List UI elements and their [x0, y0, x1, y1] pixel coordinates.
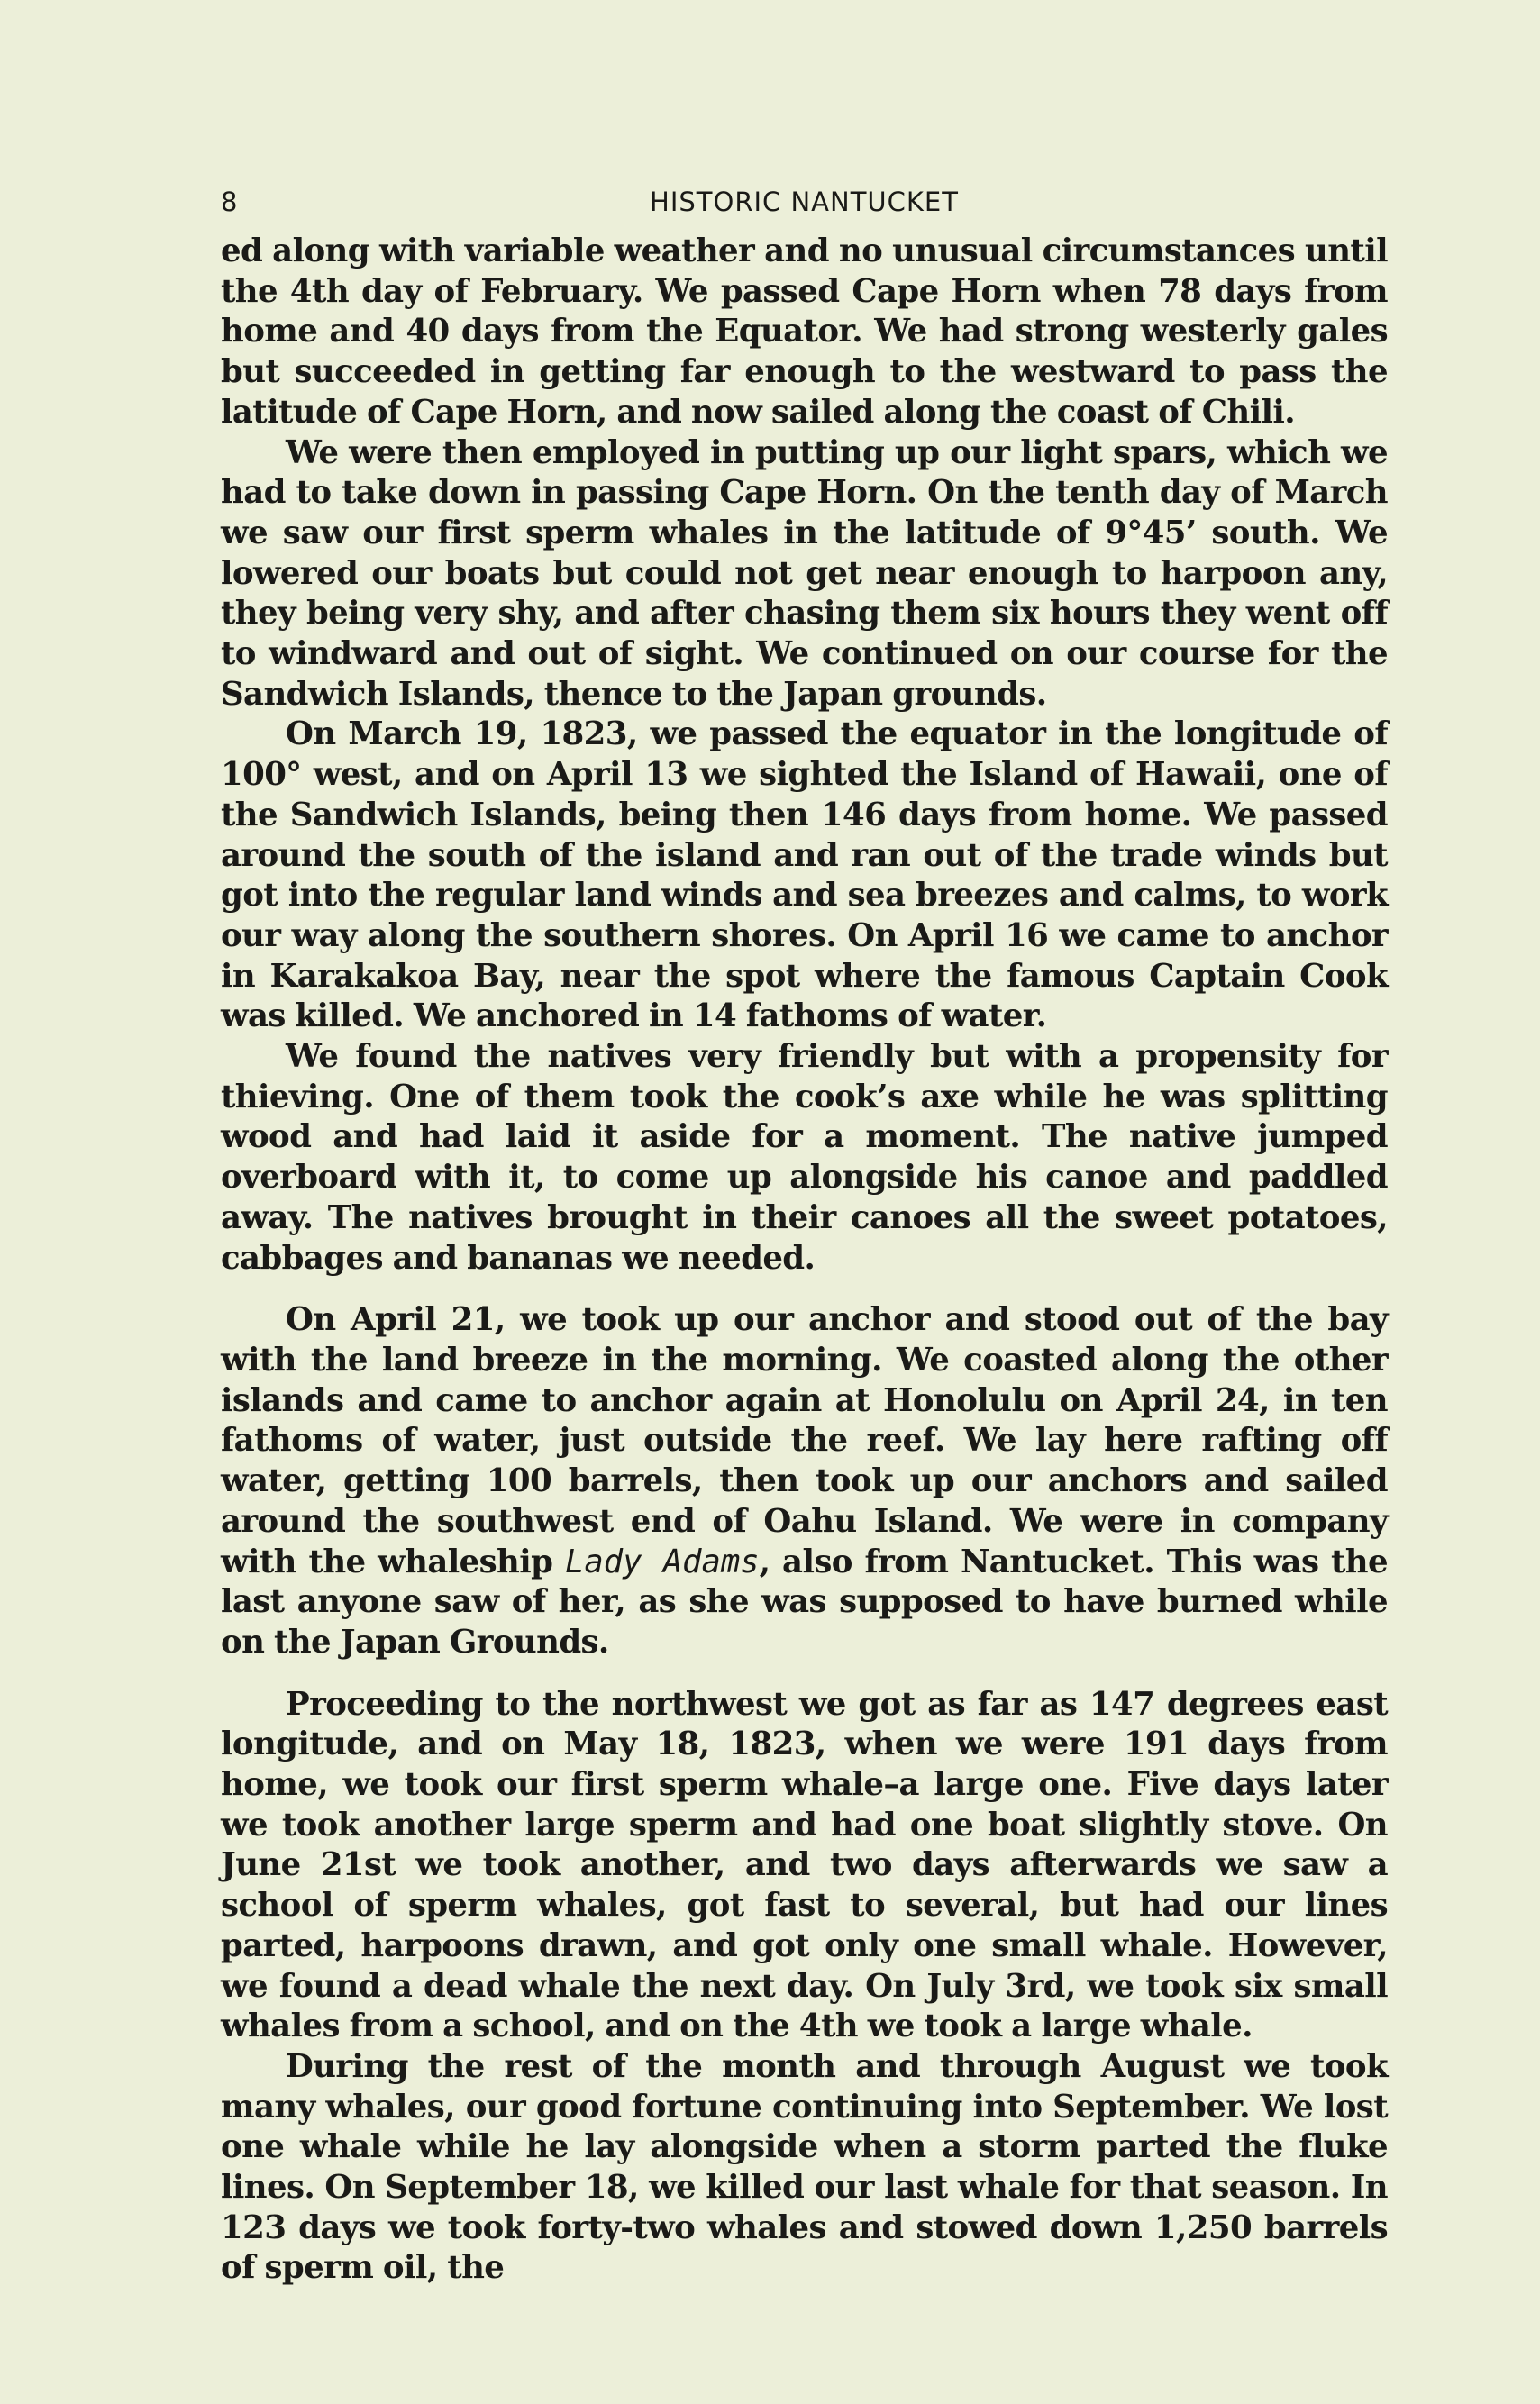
- paragraph-2: We were then employed in putting up our light spars, which we had to take down in passing Cape Horn. On the tenth day of March we saw our first sperm whales in the latitude of 9°45’ south. We lowered our boats but could not get near enough to harpoon any, they being very shy, and after chasing them six hours they went off to windward and out of sight. We continued on our course for the Sandwich Islands, thence to the Japan grounds.: [221, 433, 1388, 713]
- page-number: 8: [221, 187, 239, 217]
- paragraph-3: On March 19, 1823, we passed the equator in the longitude of 100° west, and on April 13 we sighted the Island of Hawaii, one of the Sandwich Islands, being then 146 days from home. We passed around the south of the island and ran out of the trade winds but got into the regular land winds and sea breezes and calms, to work our way along the southern shores. On April 16 we came to anchor in Karakakoa Bay, near the spot where the famous Captain Cook was killed. We anchored in 14 fathoms of water.: [221, 715, 1388, 1035]
- paragraph-5-text-before: On April 21, we took up our anchor and stood out of the bay with the land breeze in the morning. We coasted along the other islands and came to anchor again at Honolulu on April 24, in ten fathoms of water, just outside the reef. We lay here rafting off water, getting 100 barrels, then took up our anchors and sailed around the southwest end of Oahu Island. We were in company with the whaleship: [221, 1301, 1388, 1580]
- paragraph-5-text-after: , also from Nantucket. This was the last anyone saw of her, as she was supposed to have burned while on the Japan Grounds.: [221, 1543, 1388, 1661]
- paragraph-5: [221, 1300, 1388, 1662]
- paragraph-4: We found the natives very friendly but with a propensity for thieving. One of them took the cook’s axe while he was splitting wood and had laid it aside for a moment. The native jumped overboard with it, to come up alongside his canoe and paddled away. The natives brought in their canoes all the sweet potatoes, cabbages and bananas we needed.: [221, 1038, 1388, 1277]
- ship-name: Lady Adams: [564, 1543, 760, 1580]
- paragraph-7: During the rest of the month and through August we took many whales, our good fortune continuing into September. We lost one whale while he lay alongside when a storm parted the fluke lines. On September 18, we killed our last whale for that season. In 123 days we took forty-two whales and stowed down 1,250 barrels of sperm oil, the: [221, 2047, 1388, 2287]
- running-head: HISTORIC NANTUCKET: [650, 187, 959, 217]
- body-text: [221, 232, 1388, 2289]
- paragraph-6: Proceeding to the northwest we got as far as 147 degrees east longitude, and on May 18, 1823, when we were 191 days from home, we took our first sperm whale–a large one. Five days later we took another large sperm and had one boat slightly stove. On June 21st we took another, and two days afterwards we saw a school of sperm whales, got fast to several, but had our lines parted, harpoons drawn, and got only one small whale. However, we found a dead whale the next day. On July 3rd, we took six small whales from a school, and on the 4th we took a large whale.: [221, 1685, 1388, 2045]
- paragraph-1: ed along with variable weather and no unusual circumstances until the 4th day of February. We passed Cape Horn when 78 days from home and 40 days from the Equator. We had strong westerly gales but succeeded in getting far enough to the westward to pass the latitude of Cape Horn, and now sailed along the coast of Chili.: [221, 232, 1388, 431]
- book-page: [221, 185, 1388, 2347]
- page-header: [221, 185, 1388, 223]
